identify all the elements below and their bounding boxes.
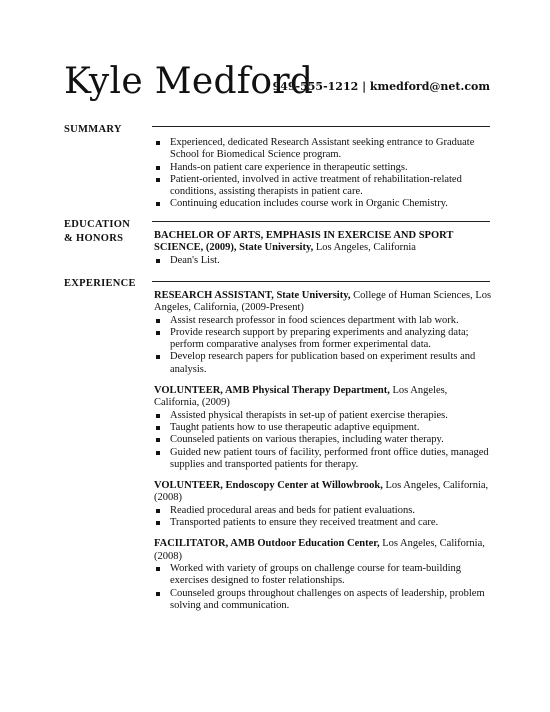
job-duty: Counseled groups throughout challenges on aspects of leadership, problem solving and communication. xyxy=(154,588,492,613)
experience-label: EXPERIENCE xyxy=(64,278,136,289)
job-duty: Develop research papers for publication based on experiment results and analysis. xyxy=(154,351,492,376)
job-heading: RESEARCH ASSISTANT, State University, College of Human Sciences, Los Angeles, California, (2009-Present) xyxy=(154,290,492,314)
candidate-name: Kyle Medford xyxy=(64,61,314,102)
education-rule xyxy=(152,221,490,222)
summary-list xyxy=(154,137,492,211)
experience-rule xyxy=(152,281,490,282)
job-duties xyxy=(154,315,492,376)
job-duty: Taught patients how to use therapeutic adaptive equipment. xyxy=(154,422,492,434)
education-list xyxy=(154,255,492,267)
education-label: EDUCATION & HONORS xyxy=(64,219,131,244)
job-duty: Guided new patient tours of facility, performed front office duties, managed supplies and transported patients for therapy. xyxy=(154,447,492,472)
job-entry xyxy=(154,538,492,612)
job-duty: Worked with variety of groups on challenge course for team-building exercises designed to foster relationships. xyxy=(154,563,492,588)
job-heading: FACILITATOR, AMB Outdoor Education Center, Los Angeles, California, (2008) xyxy=(154,538,485,562)
job-duty: Provide research support by preparing experiments and analyzing data; perform comparative analyses from former experimental data. xyxy=(154,327,492,352)
degree-heading: BACHELOR OF ARTS, EMPHASIS IN EXERCISE AND SPORT SCIENCE, (2009), State University, Los Angeles, California xyxy=(154,230,454,254)
job-entry xyxy=(154,480,492,529)
summary-item: Hands-on patient care experience in therapeutic settings. xyxy=(154,162,492,174)
job-entry xyxy=(154,385,492,471)
job-duty: Transported patients to ensure they received treatment and care. xyxy=(154,517,492,529)
job-duty: Assisted physical therapists in set-up of patient exercise therapies. xyxy=(154,410,492,422)
job-duty: Assist research professor in food sciences department with lab work. xyxy=(154,315,492,327)
job-duty: Readied procedural areas and beds for patient evaluations. xyxy=(154,505,492,517)
summary-section xyxy=(154,137,492,211)
experience-section xyxy=(154,290,492,612)
job-duties xyxy=(154,410,492,471)
summary-item: Continuing education includes course work in Organic Chemistry. xyxy=(154,198,492,210)
job-duties xyxy=(154,563,492,612)
job-duty: Counseled patients on various therapies, including water therapy. xyxy=(154,434,492,446)
summary-item: Experienced, dedicated Research Assistant seeking entrance to Graduate School for Biomedical Science program. xyxy=(154,137,492,162)
summary-item: Patient-oriented, involved in active treatment of rehabilitation-related conditions, assisting therapists in patient care. xyxy=(154,174,492,199)
job-entry xyxy=(154,290,492,376)
job-heading: VOLUNTEER, AMB Physical Therapy Department, Los Angeles, California, (2009) xyxy=(154,385,448,409)
job-heading: VOLUNTEER, Endoscopy Center at Willowbrook, Los Angeles, California, (2008) xyxy=(154,480,489,504)
education-section xyxy=(154,230,492,267)
contact-info: 949-555-1212 | kmedford@net.com xyxy=(272,80,490,93)
summary-rule xyxy=(152,126,490,127)
job-duties xyxy=(154,505,492,530)
education-item: Dean's List. xyxy=(154,255,492,267)
summary-label: SUMMARY xyxy=(64,124,122,135)
